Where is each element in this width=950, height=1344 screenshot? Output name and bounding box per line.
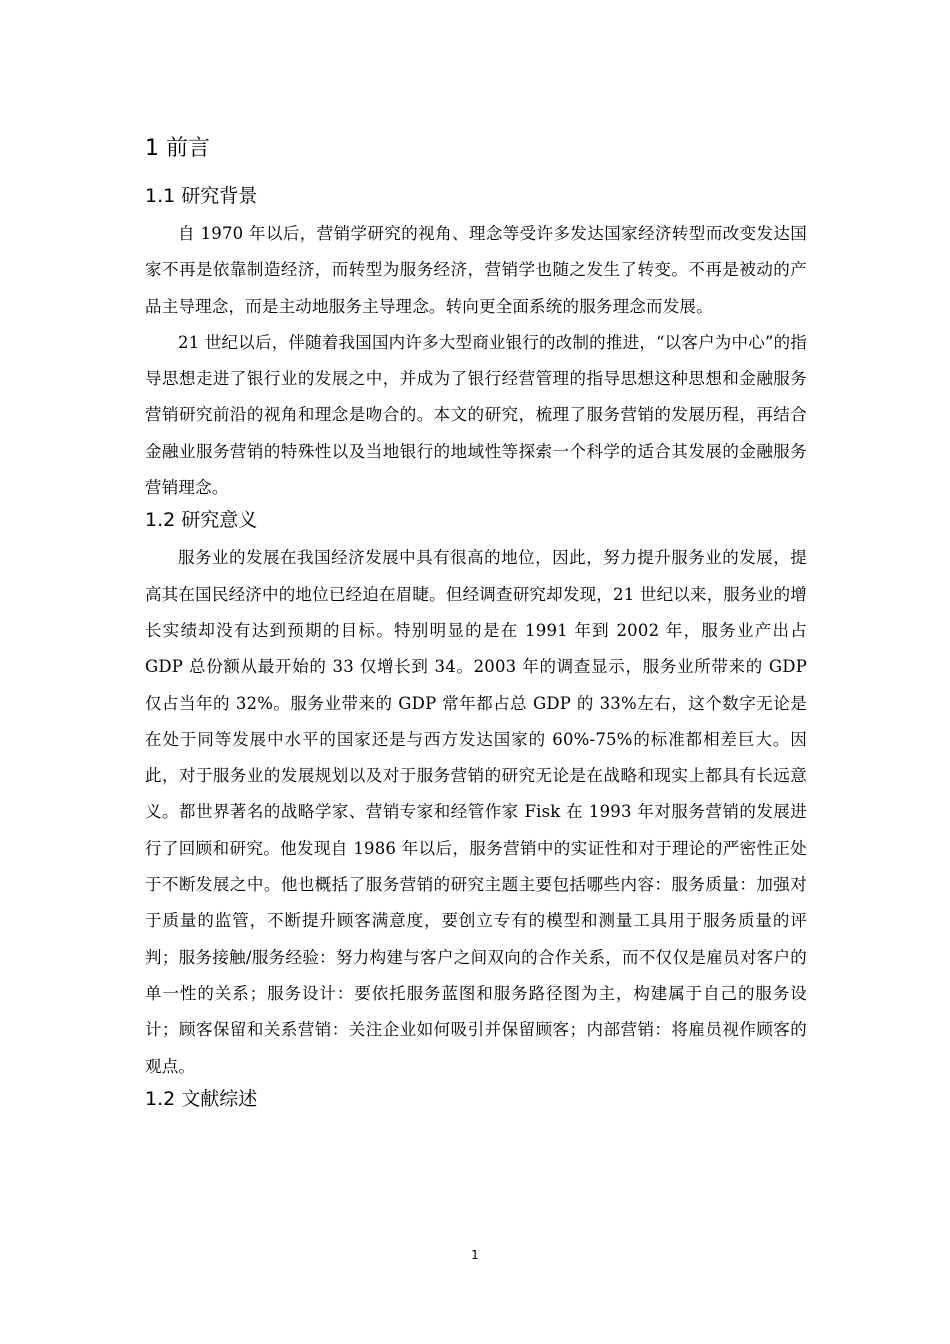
section-heading-background: 1.1 研究背景	[145, 185, 258, 207]
paragraph: 自 1970 年以后，营销学研究的视角、理念等受许多发达国家经济转型而改变发达国家不再是依靠制造经济，而转型为服务经济，营销学也随之发生了转变。不再是被动的产品主导理念，而是主动地服务主导理念。转向更全面系统的服务理念而发展。	[145, 224, 807, 316]
paragraph: 21 世纪以后，伴随着我国国内许多大型商业银行的改制的推进，“以客户为中心”的指导思想走进了银行业的发展之中，并成为了银行经营管理的指导思想这种思想和金融服务营销研究前沿的视角和理念是吻合的。本文的研究，梳理了服务营销的发展历程，再结合金融业服务营销的特殊性以及当地银行的地域性等探索一个科学的适合其发展的金融服务营销理念。	[145, 332, 807, 498]
paragraph: 服务业的发展在我国经济发展中具有很高的地位，因此，努力提升服务业的发展，提高其在国民经济中的地位已经迫在眉睫。但经调查研究却发现，21 世纪以来，服务业的增长实绩却没有达到预期的目标。特别明显的是在 1991 年到 2002 年，服务业产出占 GDP 总份额从最开始的 33 仅增长到 34。2003 年的调查显示，服务业所带来的 GDP 仅占当年的 32%。服务业带来的 GDP 常年都占总 GDP 的 33%左右，这个数字无论是在处于同等发展中水平的国家还是与西方发达国家的 60%-75%的标准都相差巨大。因此，对于服务业的发展规划以及对于服务营销的研究无论是在战略和现实上都具有长远意义。都世界著名的战略学家、营销专家和经管作家 Fisk 在 1993 年对服务营销的发展进行了回顾和研究。他发现自 1986 年以后，服务营销中的实证性和对于理论的严密性正处于不断发展之中。他也概括了服务营销的研究主题主要包括哪些内容：服务质量：加强对于质量的监管，不断提升顾客满意度，要创立专有的模型和测量工具用于服务质量的评判；服务接触/服务经验：努力构建与客户之间双向的合作关系，而不仅仅是雇员对客户的单一性的关系；服务设计：要依托服务蓝图和服务路径图为主，构建属于自己的服务设计；顾客保留和关系营销：关注企业如何吸引并保留顾客；内部营销：将雇员视作顾客的观点。	[145, 548, 807, 1076]
chapter-title: 1 前言	[145, 136, 210, 161]
page-content	[145, 132, 807, 1119]
page-number: 1	[471, 1248, 479, 1262]
section-heading-significance: 1.2 研究意义	[145, 509, 258, 532]
section-heading-literature-review: 1.2 文献综述	[145, 1087, 258, 1110]
